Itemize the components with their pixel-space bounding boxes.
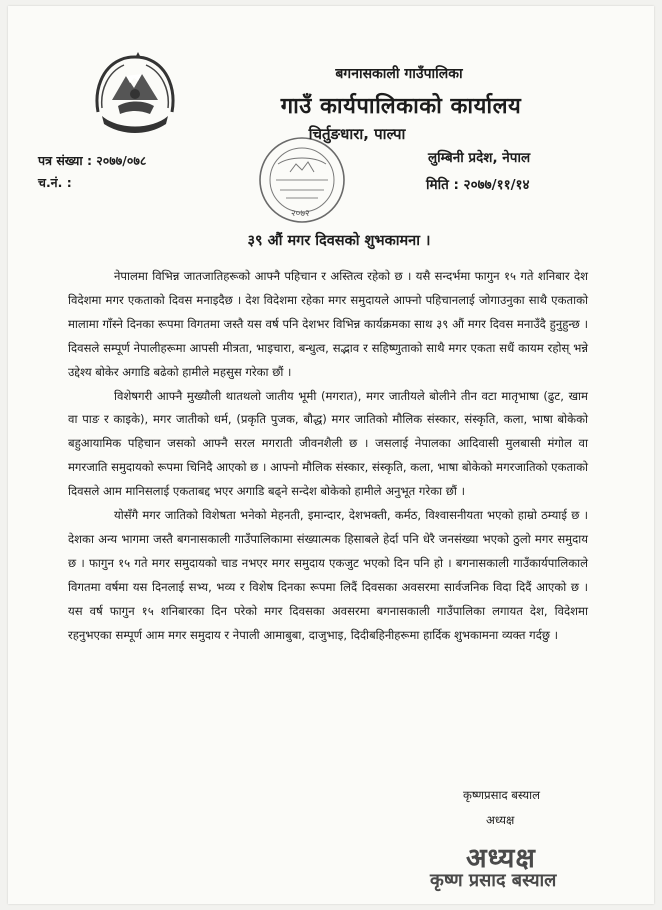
office-address: चिर्तुङधारा, पाल्पा (308, 125, 406, 143)
body-paragraph-2: विशेषगरी आफ्नै मुख्यौली थातथलो जातीय भूमी (मगरात), मगर जातीयले बोलीने तीन वटा मातृभाषा (ढुट, खाम वा पाङ र काइके), मगर जातीको धर्म, (प्रकृति पुजक, बौद्ध) मगर जातिको मौलिक संस्कार, संस्कृति, कला, भाषा बोकेको बहुआयामिक पहिचान जसको आफ्नै सरल मगराती जीवनशैली छ । जसलाई नेपालका आदिवासी मुलबासी मंगोल वा मगरजाति समुदायको रूपमा चिनिदै आएको छ । आफ्नो मौलिक संस्कार, संस्कृति, कला, भाषा बोकेको मगरजातिको एकताको दिवसले आम मानिसलाई एकताबद्द भएर अगाडि बढ्ने सन्देश बोकेको हामीले अनुभूत गरेका छौं । (68, 388, 588, 499)
letter-page (8, 6, 654, 904)
signatory-name: कृष्णप्रसाद बस्याल (463, 788, 541, 802)
office-name: गाउँ कार्यपालिकाको कार्यालय (280, 94, 522, 119)
letter-number: पत्र संख्या : २०७७/०७८ (38, 153, 147, 168)
municipality-name: बगनासकाली गाउँपालिका (335, 66, 463, 82)
letter-body (68, 265, 588, 648)
signature-stamp-name: कृष्ण प्रसाद बस्याल (430, 870, 557, 891)
letter-title: ३९ औं मगर दिवसको शुभकामना । (247, 233, 431, 249)
signature-stamp-title: अध्यक्ष (466, 843, 536, 874)
province-label: लुम्बिनी प्रदेश, नेपाल (428, 150, 531, 166)
dispatch-number: च.नं. : (38, 175, 72, 190)
seal-number: २०७२ (291, 209, 310, 219)
letter-date: मिति : २०७७/११/१४ (426, 177, 530, 193)
body-paragraph-3: योसँगै मगर जातिको विशेषता भनेको मेहनती, इमान्दार, देशभक्ती, कर्मठ, विश्वासनीयता भएको हाम्रो ठम्याई छ । देशका अन्य भागमा जस्तै बगनासकाली गाउँपालिकामा संख्यात्मक हिसाबले हेर्दा पनि धेरै जनसंख्या भएको ठुलो मगर समुदाय छ । फागुन १५ गते मगर समुदायको चाड नभएर मगर समुदाय एकजुट भएको दिन पनि हो । बगनासकाली गाउँकार्यपालिकाले विगतमा वर्षमा यस दिनलाई सभ्य, भव्य र विशेष दिनका रूपमा लिदैं दिवसका अवसरमा सार्वजनिक विदा दिदैं आएको छ । यस वर्ष फागुन १५ शनिबारका दिन परेको मगर दिवसका अवसरमा बगनासकाली गाउँपालिका लगायत देश, विदेशमा रहनुभएका सम्पूर्ण आम मगर समुदाय र नेपाली आमाबुबा, दाजुभाइ, दिदीबहिनीहरूमा हार्दिक शुभकामना व्यक्त गर्दछु । (68, 508, 588, 642)
body-paragraph-1: नेपालमा विभिन्न जातजातिहरूको आफ्नै पहिचान र अस्तित्व रहेको छ । यसै सन्दर्भमा फागुन १५ गते शनिबार देश विदेशमा मगर एकताको दिवस मनाइदैछ । देश विदेशमा रहेका मगर समुदायले आफ्नो पहिचानलाई जोगाउनुका साथै एकताको मालामा गाँस्ने दिनका रूपमा विगतमा जस्तै यस वर्ष पनि देशभर विभिन्न कार्यक्रमका साथ ३९ औं मगर दिवस मनाउँदै हुनुहुन्छ । दिवसले सम्पूर्ण नेपालीहरूमा आपसी मीत्रता, भाइचारा, बन्धुत्व, सद्भाव र सहिष्णुताको साथै मगर एकता सधैं कायम रहोस् भन्ने उद्देश्य बोकेर अगाडि बढेको हामीले महसुस गरेका छौं । (68, 269, 588, 379)
signatory-title: अध्यक्ष (486, 813, 515, 827)
